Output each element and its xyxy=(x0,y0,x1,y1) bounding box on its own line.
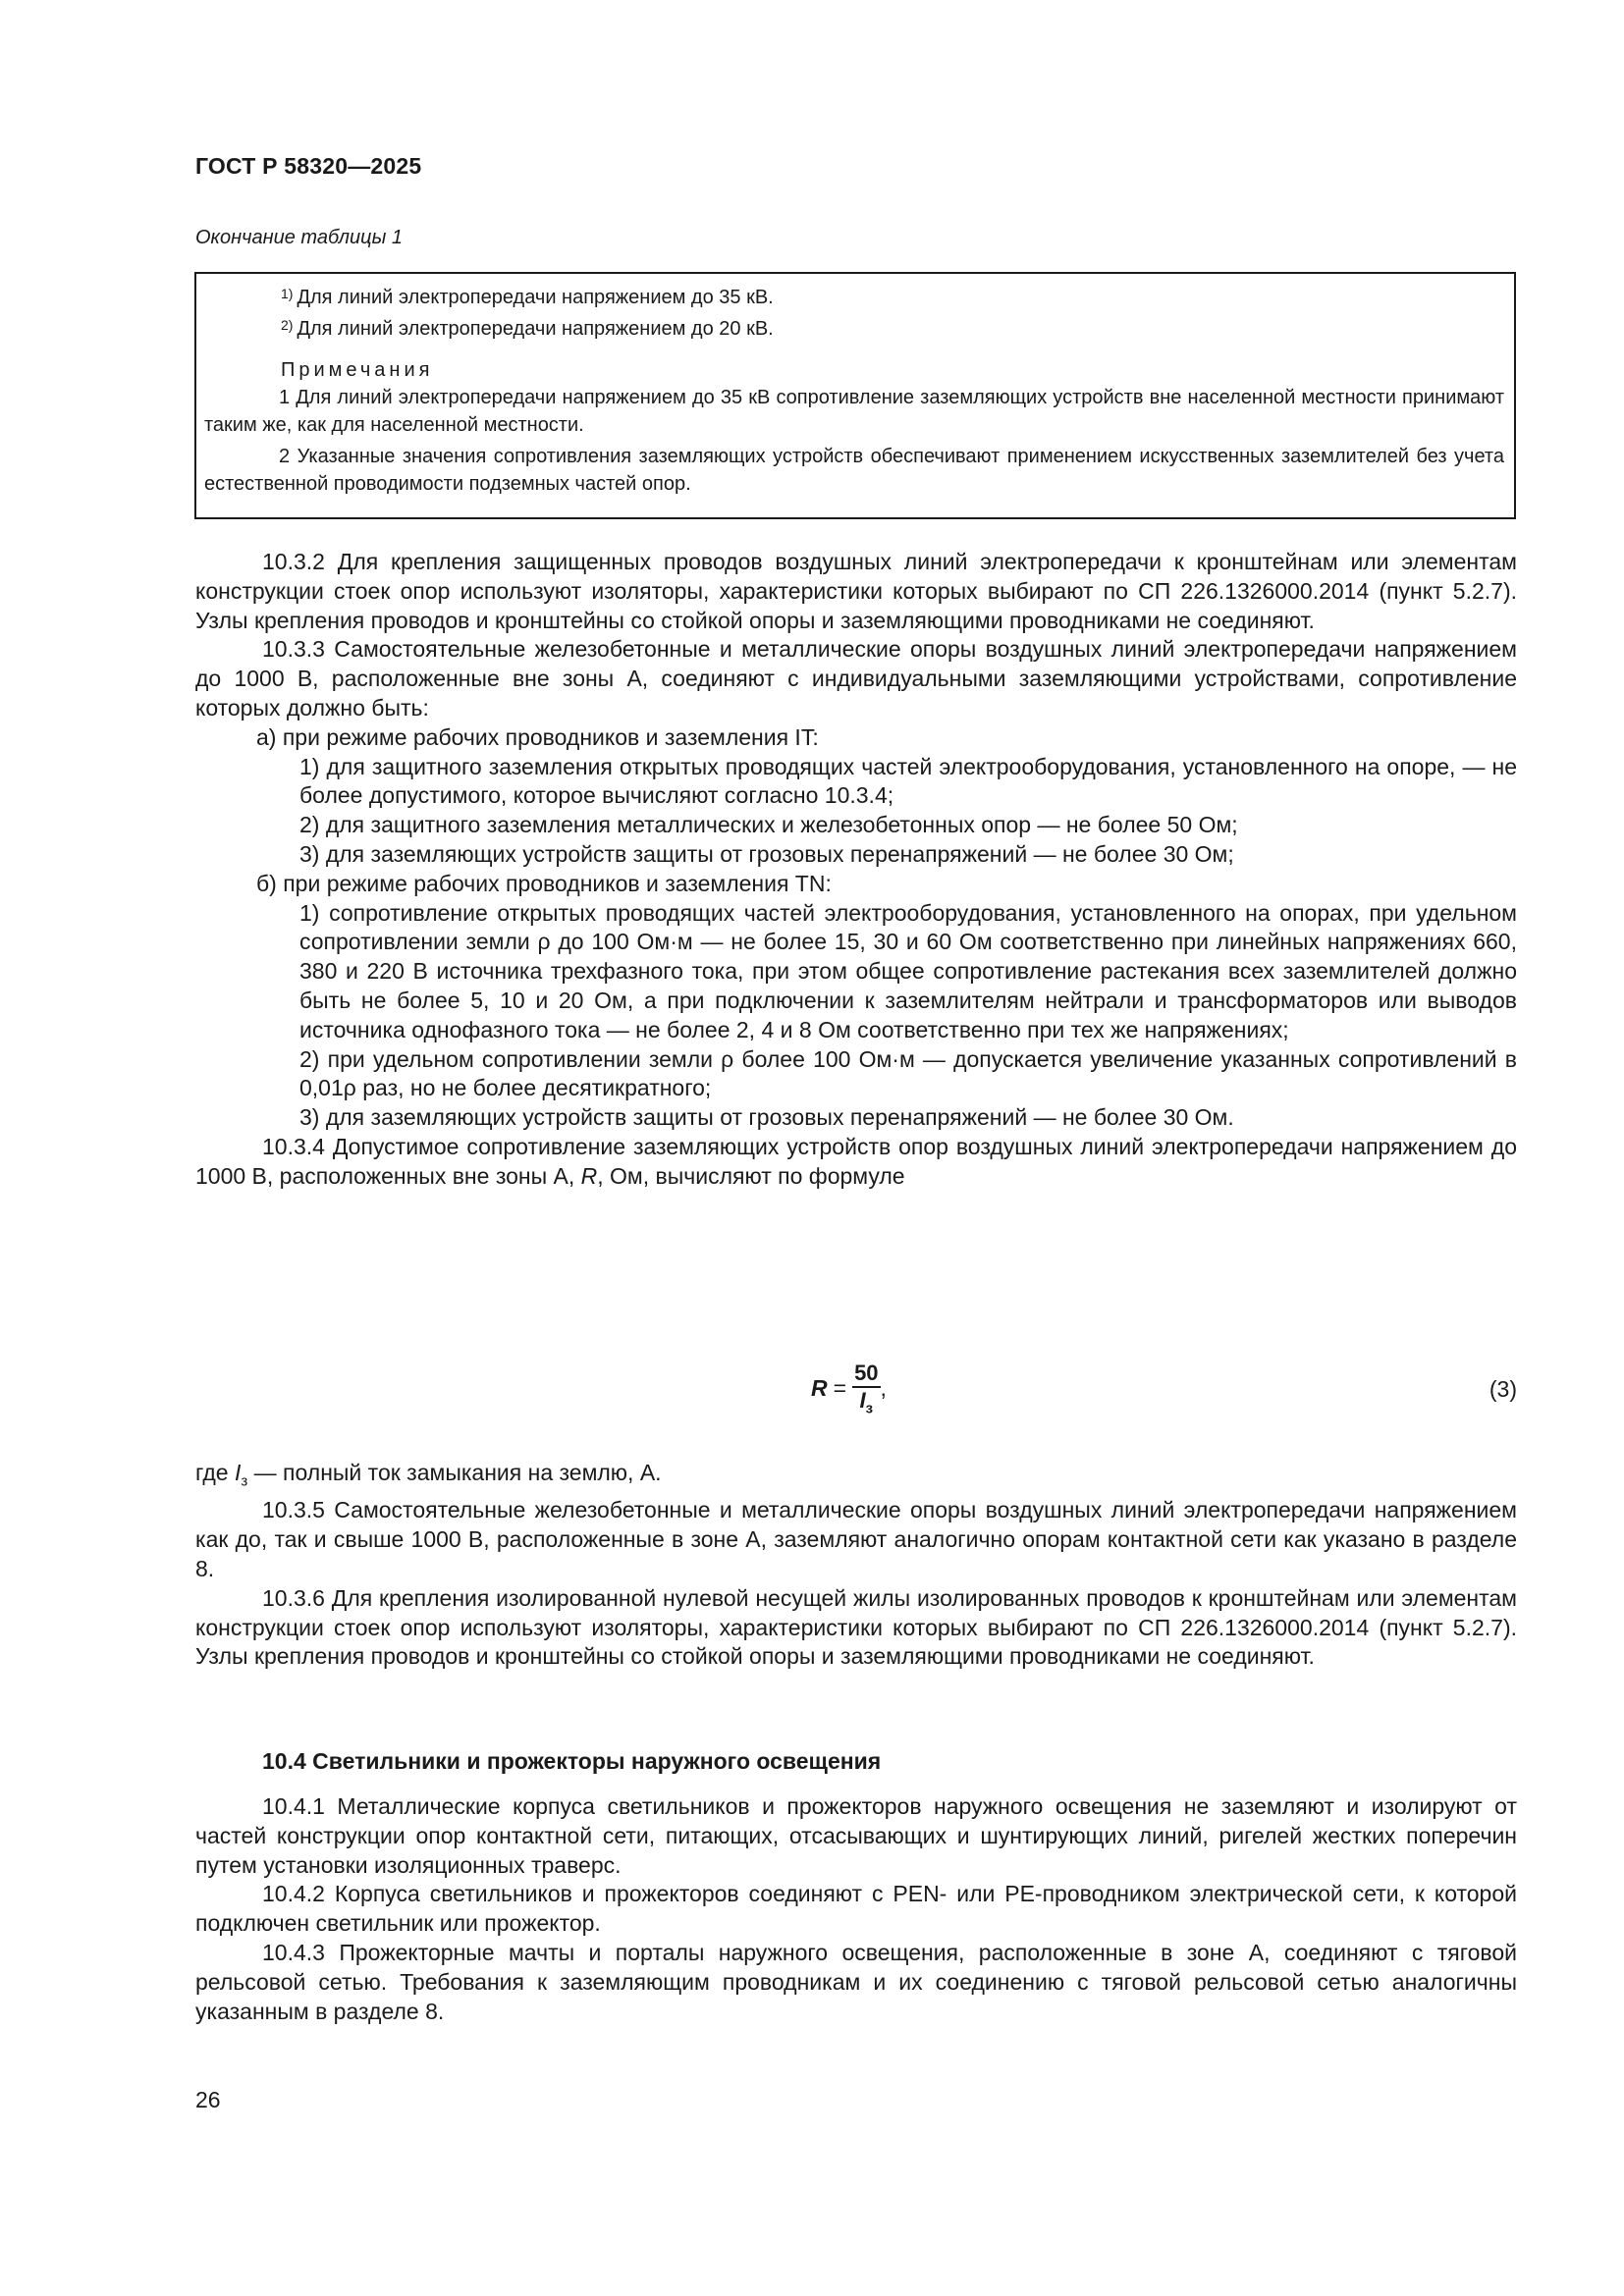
document-header: ГОСТ Р 58320—2025 xyxy=(195,153,422,179)
list-item-a-2: 2) для защитного заземления металлических и железобетонных опор — не более 50 Ом; xyxy=(299,812,1238,838)
formula-where xyxy=(195,1459,1517,1496)
list-item-b-2: 2) при удельном сопротивлении земли ρ более 100 Ом·м — допускается увеличение указанных сопротивлений в 0,01ρ раз, но не более десятикратного; xyxy=(299,1045,1517,1101)
footnote-1 xyxy=(281,280,774,311)
paragraph-10-3-6: 10.3.6 Для крепления изолированной нулевой несущей жилы изолированных проводов к кронштейнам или элементам конструкции стоек опор используют изоляторы, характеристики которых выбирают по СП 226.1326000.2014 (пункт 5.2.7). Узлы крепления проводов и кронштейны со стойкой опоры и заземляющими проводниками не соединяют. xyxy=(195,1584,1517,1670)
footnote-2-text: Для линий электропередачи напряжением до 20 кВ. xyxy=(297,318,774,340)
formula-comma: , xyxy=(880,1375,887,1402)
paragraph-10-4-2: 10.4.2 Корпуса светильников и прожекторов соединяют с PEN- или PE-проводником электрической сети, к которой подключен светильник или прожектор. xyxy=(195,1881,1517,1937)
paragraph-10-3-4-post: , Ом, вычисляют по формуле xyxy=(597,1162,905,1189)
section-10-3-text xyxy=(195,548,1517,1192)
formula-denominator-sub: з xyxy=(865,1400,874,1417)
formula-fraction xyxy=(852,1361,880,1416)
list-item-b: б) при режиме рабочих проводников и заземления TN: xyxy=(256,870,832,896)
formula-equals: = xyxy=(833,1375,847,1402)
formula-3 xyxy=(195,1355,1517,1433)
table-caption: Окончание таблицы 1 xyxy=(195,227,404,248)
formula-number: (3) xyxy=(1489,1376,1517,1402)
paragraph-10-3-2: 10.3.2 Для крепления защищенных проводов воздушных линий электропередачи к кронштейнам или элементам конструкции стоек опор используют изоляторы, характеристики которых выбирают по СП 226.1326000.2014 (пункт 5.2.7). Узлы крепления проводов и кронштейны со стойкой опоры и заземляющими проводниками не соединяют. xyxy=(195,549,1517,633)
list-item-a-1: 1) для защитного заземления открытых проводящих частей электрооборудования, установленного на опоре, — не более допустимого, которое вычисляют согласно 10.3.4; xyxy=(299,753,1517,809)
formula-numerator: 50 xyxy=(852,1361,880,1388)
list-item-b-3: 3) для заземляющих устройств защиты от грозовых перенапряжений — не более 30 Ом. xyxy=(299,1104,1234,1131)
note-1 xyxy=(204,384,1504,439)
section-10-3-continued xyxy=(195,1459,1517,1672)
footnote-1-mark: 1) xyxy=(281,286,294,301)
note-2 xyxy=(204,443,1504,498)
formula-lhs: R xyxy=(811,1375,828,1402)
list-item-b-1: 1) сопротивление открытых проводящих частей электрооборудования, установленного на опорах, при удельном сопротивлении земли ρ до 100 Ом·м — не более 15, 30 и 60 Ом соответственно при линейных напряжениях 660, 380 и 220 В источника трехфазного тока, при этом общее сопротивление растекания всех заземлителей должно быть не более 5, 10 и 20 Ом, а при подключении к заземлителям нейтрали и трансформаторов или выводов источника однофазного тока — не более 2, 4 и 8 Ом соответственно при тех же напряжениях; xyxy=(299,899,1517,1042)
footnote-2 xyxy=(281,311,774,343)
formula-denominator xyxy=(860,1388,874,1416)
paragraph-10-4-1: 10.4.1 Металлические корпуса светильников и прожекторов наружного освещения не заземляют и изолируют от частей конструкции опор контактной сети, питающих, отсасывающих и шунтирующих линий, ригелей жестких поперечин путем установки изоляционных траверс. xyxy=(195,1793,1517,1878)
paragraph-10-3-5: 10.3.5 Самостоятельные железобетонные и металлические опоры воздушных линий электропередачи напряжением как до, так и свыше 1000 В, расположенные в зоне А, заземляют аналогично опорам контактной сети как указано в разделе 8. xyxy=(195,1497,1517,1581)
footnote-1-text: Для линий электропередачи напряжением до 35 кВ. xyxy=(297,287,774,308)
note-2-text: 2 Указанные значения сопротивления заземляющих устройств обеспечивают применением искусственных заземлителей без учета естественной проводимости подземных частей опор. xyxy=(204,446,1504,495)
notes-title: Примечания xyxy=(281,359,434,381)
where-pre: где xyxy=(195,1460,235,1485)
paragraph-10-3-3: 10.3.3 Самостоятельные железобетонные и металлические опоры воздушных линий электропередачи напряжением до 1000 В, расположенные вне зоны А, соединяют с индивидуальными заземляющими устройствами, сопротивление которых должно быть: xyxy=(195,636,1517,721)
list-item-a: а) при режиме рабочих проводников и заземления IT: xyxy=(256,723,819,750)
variable-r: R xyxy=(580,1162,598,1189)
page-number: 26 xyxy=(195,2087,221,2112)
where-post: — полный ток замыкания на землю, А. xyxy=(247,1460,662,1485)
paragraph-10-4-3: 10.4.3 Прожекторные мачты и порталы наружного освещения, расположенные в зоне А, соединяют с тяговой рельсовой сетью. Требования к заземляющим проводникам и их соединению с тяговой рельсовой сетью аналогичны указанным в разделе 8. xyxy=(195,1939,1517,2024)
note-1-text: 1 Для линий электропередачи напряжением до 35 кВ сопротивление заземляющих устройств вне населенной местности принимают таким же, как для населенной местности. xyxy=(204,387,1504,436)
paragraph-10-3-4 xyxy=(195,1133,1517,1192)
where-var: I xyxy=(234,1460,242,1485)
formula-denominator-var: I xyxy=(859,1388,866,1413)
where-sub: з xyxy=(241,1472,248,1490)
footnote-2-mark: 2) xyxy=(281,317,294,333)
formula-expression xyxy=(811,1361,887,1416)
table-notes-box xyxy=(194,272,1516,519)
list-item-a-3: 3) для заземляющих устройств защиты от грозовых перенапряжений — не более 30 Ом; xyxy=(299,840,1234,867)
section-10-4-text xyxy=(195,1792,1517,2026)
paragraph-10-3-4-pre: 10.3.4 Допустимое сопротивление заземляющих устройств опор воздушных линий электропередачи напряжением до 1000 В, расположенных вне зоны А, xyxy=(195,1133,1517,1189)
section-heading-10-4: 10.4 Светильники и прожекторы наружного освещения xyxy=(262,1748,882,1774)
